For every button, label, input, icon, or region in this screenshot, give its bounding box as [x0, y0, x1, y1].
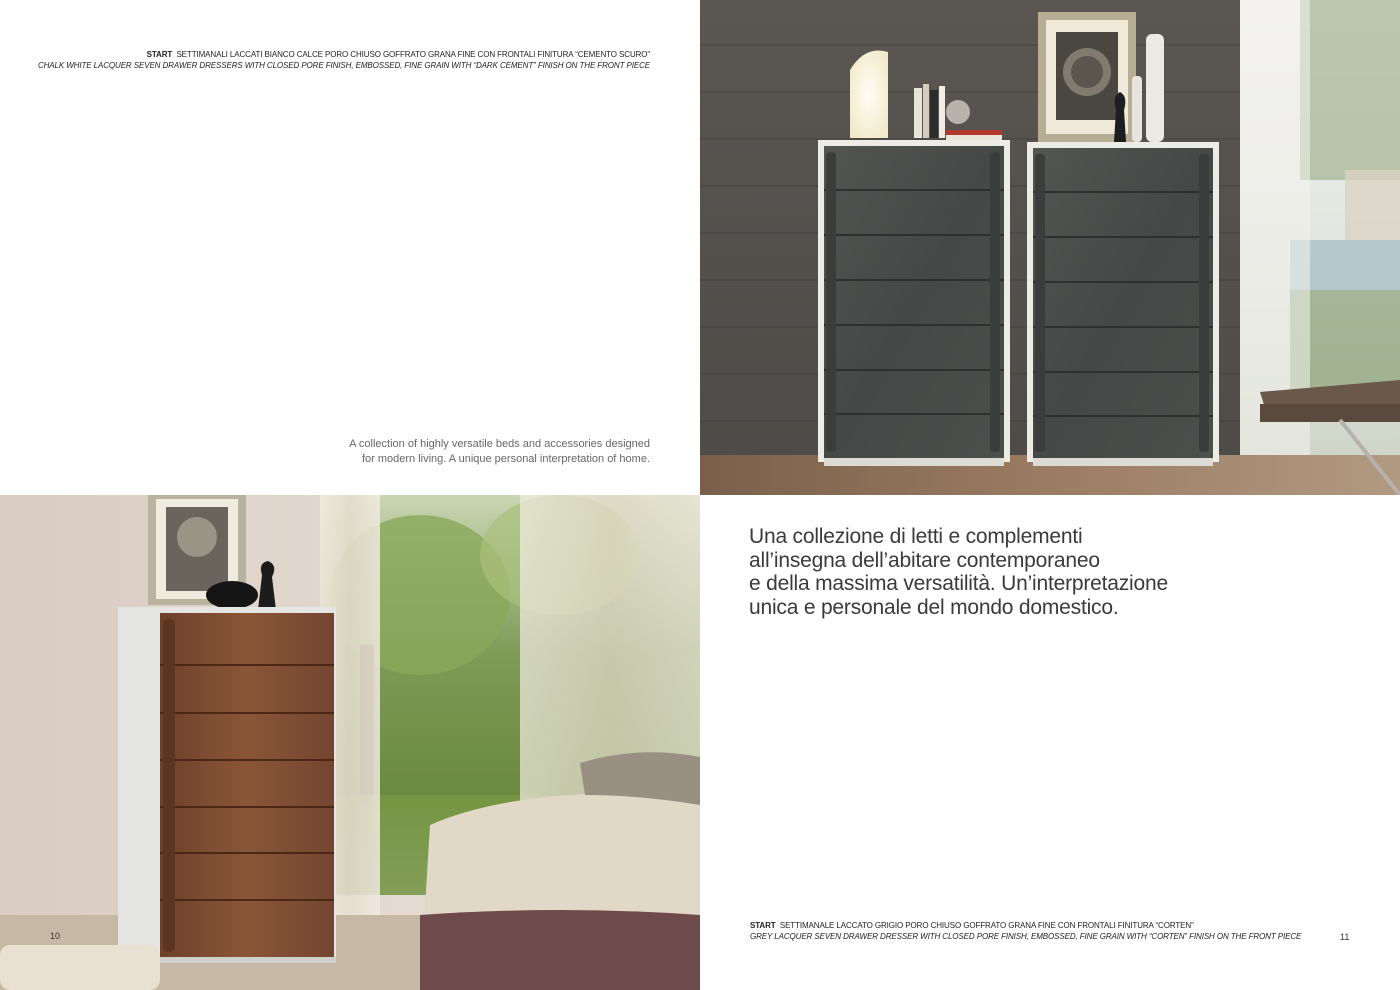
intro-it-line-2: all’insegna dell’abitare contemporaneo	[749, 548, 1100, 572]
photo-corten-dresser-illustration	[0, 495, 700, 990]
intro-en	[349, 437, 650, 467]
page-number-right: 11	[1340, 932, 1350, 942]
intro-it-line-4: unica e personale del mondo domestico.	[749, 595, 1119, 619]
caption-bottom-it: SETTIMANALE LACCATO GRIGIO PORO CHIUSO GOFFRATO GRANA FINE CON FRONTALI FINITURA “CORTEN”	[779, 921, 1194, 930]
intro-it	[749, 525, 1168, 619]
page-number-left: 10	[50, 931, 61, 941]
intro-it-line-1: Una collezione di letti e complementi	[749, 525, 1083, 548]
caption-top-en: CHALK WHITE LACQUER SEVEN DRAWER DRESSERS WITH CLOSED PORE FINISH, EMBOSSED, FINE GRAIN WITH “DARK CEMENT” FINISH ON THE FRONT PIECE	[37, 61, 650, 70]
caption-top-it: SETTIMANALI LACCATI BIANCO CALCE PORO CHIUSO GOFFRATO GRANA FINE CON FRONTALI FINITURA “CEMENTO SCURO”	[176, 50, 650, 59]
photo-corten-dresser	[0, 495, 700, 990]
caption-bottom-en: GREY LACQUER SEVEN DRAWER DRESSER WITH CLOSED PORE FINISH, EMBOSSED, FINE GRAIN WITH “CORTEN” FINISH ON THE FRONT PIECE	[750, 932, 1302, 941]
intro-en-line-1: A collection of highly versatile beds and accessories designed	[349, 438, 650, 450]
intro-en-line-2: for modern living. A unique personal interpretation of home.	[361, 453, 650, 465]
caption-bottom-model: START	[750, 921, 776, 930]
photo-dark-cement-dressers-illustration	[700, 0, 1400, 495]
intro-it-line-3: e della massima versatilità. Un’interpretazione	[749, 572, 1168, 595]
caption-bottom	[750, 920, 1301, 942]
caption-top-model: START	[146, 50, 173, 59]
caption-bottom-it-line	[750, 920, 1301, 931]
photo-dark-cement-dressers	[700, 0, 1400, 495]
caption-top-it-line	[38, 49, 650, 60]
caption-top	[38, 49, 650, 71]
